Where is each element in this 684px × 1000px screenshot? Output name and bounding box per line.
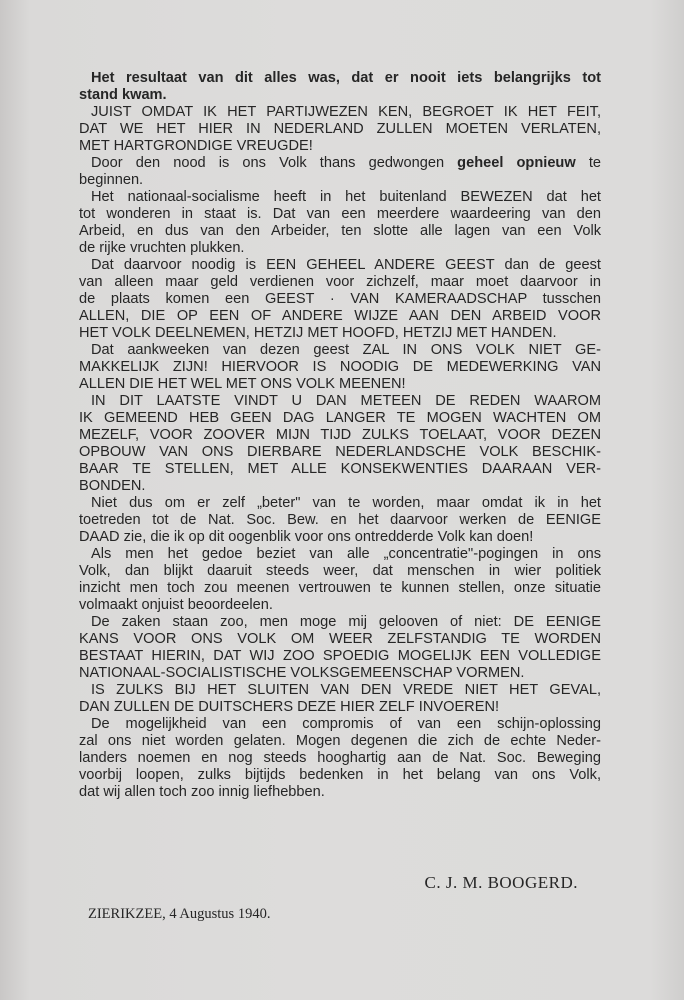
bold-emphasis: geheel opnieuw xyxy=(457,155,576,171)
paragraph xyxy=(79,342,601,393)
text-line: Het resultaat van dit alles was, dat er nooit iets belangrijks tot xyxy=(91,70,601,86)
text-line: BAAR TE STELLEN, MET ALLE KONSEKWENTIES DAARAAN VER- xyxy=(79,461,601,477)
paragraph xyxy=(79,189,601,257)
text-line: IK GEMEEND HEB GEEN DAG LANGER TE MOGEN WACHTEN OM xyxy=(79,410,601,426)
text-line: voorbij loopen, zulks bijtijds bedenken in het belang van ons Volk, xyxy=(79,767,601,783)
text-line: OPBOUW VAN ONS DIERBARE NEDERLANDSCHE VOLK BESCHIK- xyxy=(79,444,601,460)
text-line: inzicht men toch zou meenen vertrouwen te kunnen stellen, onze situatie xyxy=(79,580,601,596)
text-line: Als men het gedoe beziet van alle „concentratie"-pogingen in ons xyxy=(91,546,601,562)
text-line: Arbeid, en dus van den Arbeider, ten slotte alle lagen van een Volk xyxy=(79,223,601,239)
text-line: KANS VOOR ONS VOLK OM WEER ZELFSTANDIG TE WORDEN xyxy=(79,631,601,647)
paragraph xyxy=(79,716,601,801)
text-line: ALLEN, DIE OP EEN OF ANDERE WIJZE AAN DEN ARBEID VOOR xyxy=(79,308,601,324)
text-line: dat wij allen toch zoo innig liefhebben. xyxy=(79,784,325,800)
paragraph xyxy=(79,70,601,104)
text-line: Dat daarvoor noodig is EEN GEHEEL ANDERE GEEST dan de geest xyxy=(91,257,601,273)
text-line: MEZELF, VOOR ZOOVER MIJN TIJD ZULKS TOELAAT, VOOR DEZEN xyxy=(79,427,601,443)
text-line: stand kwam. xyxy=(79,87,167,103)
text-line: Door den nood is ons Volk thans gedwongen geheel opnieuw te xyxy=(91,155,601,171)
text-line: DAAD zie, die ik op dit oogenblik voor ons ontredderde Volk kan doen! xyxy=(79,529,534,545)
paragraph xyxy=(79,614,601,682)
text-line: NATIONAAL-SOCIALISTISCHE VOLKSGEMEENSCHAP VORMEN. xyxy=(79,665,525,681)
paragraph xyxy=(79,257,601,342)
text-line: Niet dus om er zelf „beter" van te worden, maar omdat ik in het xyxy=(91,495,601,511)
text-line: IS ZULKS BIJ HET SLUITEN VAN DEN VREDE NIET HET GEVAL, xyxy=(91,682,601,698)
text-line: de plaats komen een GEEST · VAN KAMERAADSCHAP tusschen xyxy=(79,291,601,307)
text-line: MAKKELIJK ZIJN! HIERVOOR IS NOODIG DE MEDEWERKING VAN xyxy=(79,359,601,375)
paragraph xyxy=(79,104,601,155)
text-line: Het nationaal-socialisme heeft in het buitenland BEWEZEN dat het xyxy=(91,189,601,205)
text-line: de rijke vruchten plukken. xyxy=(79,240,245,256)
text-line: toetreden tot de Nat. Soc. Bew. en het daarvoor werken de EENIGE xyxy=(79,512,601,528)
text-line: zal ons niet worden gelaten. Mogen degenen die zich de echte Neder- xyxy=(79,733,601,749)
text-line: van alleen maar geld verdienen voor zichzelf, maar moet daarvoor in xyxy=(79,274,601,290)
text-line: tot wonderen in staat is. Dat van een meerdere waardeering van den xyxy=(79,206,601,222)
text-line: MET HARTGRONDIGE VREUGDE! xyxy=(79,138,313,154)
text-line: De mogelijkheid van een compromis of van een schijn-oplossing xyxy=(91,716,601,732)
text-line: HET VOLK DEELNEMEN, HETZIJ MET HOOFD, HETZIJ MET HANDEN. xyxy=(79,325,557,341)
paragraph xyxy=(79,495,601,546)
letter-body xyxy=(79,70,601,801)
text-line: beginnen. xyxy=(79,172,144,188)
text-line: DAN ZULLEN DE DUITSCHERS DEZE HIER ZELF INVOEREN! xyxy=(79,699,500,715)
text-line: landers noemen en nog steeds hooghartig aan de Nat. Soc. Beweging xyxy=(79,750,601,766)
paragraph xyxy=(79,546,601,614)
paragraph xyxy=(79,682,601,716)
text-line: JUIST OMDAT IK HET PARTIJWEZEN KEN, BEGROET IK HET FEIT, xyxy=(91,104,601,120)
signature: C. J. M. BOOGERD. xyxy=(424,873,578,892)
text-line: BESTAAT HIERIN, DAT WIJ ZOO SPOEDIG MOGELIJK EEN VOLLEDIGE xyxy=(79,648,601,664)
text-line: Volk, dan blijkt daaruit steeds weer, dat menschen in wier politiek xyxy=(79,563,601,579)
text-line: De zaken staan zoo, men moge mij gelooven of niet: DE EENIGE xyxy=(91,614,601,630)
text-line: BONDEN. xyxy=(79,478,146,494)
paragraph xyxy=(79,155,601,189)
text-line: IN DIT LAATSTE VINDT U DAN METEEN DE REDEN WAAROM xyxy=(91,393,601,409)
text-line: ALLEN DIE HET WEL MET ONS VOLK MEENEN! xyxy=(79,376,406,392)
text-line: Dat aankweeken van dezen geest ZAL IN ONS VOLK NIET GE- xyxy=(91,342,601,358)
text-line: DAT WE HET HIER IN NEDERLAND ZULLEN MOETEN VERLATEN, xyxy=(79,121,601,137)
text-line: volmaakt onjuist beoordeelen. xyxy=(79,597,273,613)
paragraph xyxy=(79,393,601,495)
place-date: ZIERIKZEE, 4 Augustus 1940. xyxy=(88,906,271,922)
